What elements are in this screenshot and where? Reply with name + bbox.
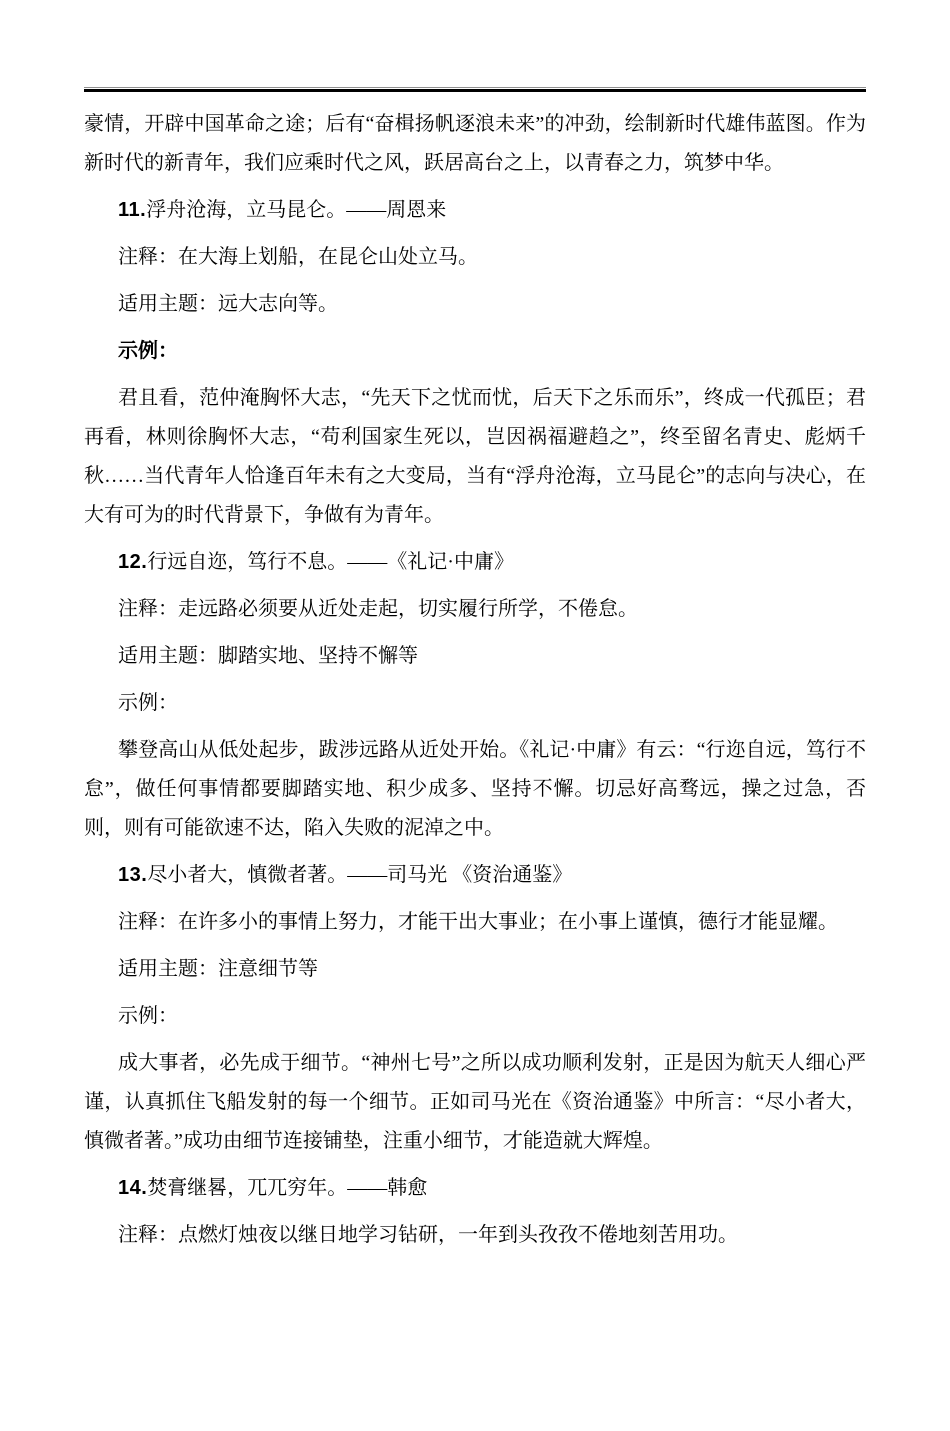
annotation-line <box>84 590 866 629</box>
quote-item-13 <box>84 856 866 1161</box>
annotation-label: 注释： <box>118 246 178 268</box>
quote-text: 浮舟沧海，立马昆仑。——周恩来 <box>146 199 447 221</box>
theme-label: 适用主题： <box>118 958 218 980</box>
intro-paragraph: 豪情，开辟中国革命之途；后有“奋楫扬帆逐浪未来”的冲劲，绘制新时代雄伟蓝图。作为新时代的新青年，我们应乘时代之风，跃居高台之上，以青春之力，筑梦中华。 <box>84 113 866 174</box>
example-paragraph: 成大事者，必先成于细节。“神州七号”之所以成功顺利发射，正是因为航天人细心严谨，认真抓住飞船发射的每一个细节。正如司马光在《资治通鉴》中所言：“尽小者大，慎微者著。”成功由细节连接铺垫，注重小细节，才能造就大辉煌。 <box>84 1052 866 1152</box>
quote-text: 行远自迩，笃行不息。——《礼记·中庸》 <box>147 551 514 573</box>
quote-heading <box>84 543 866 582</box>
example-paragraph: 攀登高山从低处起步，跋涉远路从近处开始。《礼记·中庸》有云：“行迩自远，笃行不怠”，做任何事情都要脚踏实地、积少成多、坚持不懈。切忌好高骛远，操之过急，否则，则有可能欲速不达，陷入失败的泥淖之中。 <box>84 739 866 839</box>
annotation-line <box>84 903 866 942</box>
theme-line <box>84 285 866 324</box>
document-page <box>0 87 950 1431</box>
theme-label: 适用主题： <box>118 293 218 315</box>
quote-text: 尽小者大，慎微者著。——司马光 《资治通鉴》 <box>147 864 573 886</box>
quote-number: 12. <box>118 551 148 573</box>
header-separator-rule <box>84 87 866 92</box>
annotation-label: 注释： <box>118 598 178 620</box>
example-label: 示例： <box>118 692 178 714</box>
example-label-line <box>84 332 866 371</box>
quote-item-12 <box>84 543 866 848</box>
annotation-label: 注释： <box>118 911 178 933</box>
example-label-line <box>84 997 866 1036</box>
quote-number: 14. <box>118 1177 148 1199</box>
theme-line <box>84 637 866 676</box>
annotation-label: 注释： <box>118 1224 178 1246</box>
annotation-line <box>84 238 866 277</box>
quote-number: 13. <box>118 864 148 886</box>
quote-item-14 <box>84 1169 866 1255</box>
theme-text: 注意细节等 <box>218 958 318 980</box>
annotation-text: 走远路必须要从近处走起，切实履行所学，不倦怠。 <box>178 598 638 620</box>
example-label: 示例： <box>118 1005 178 1027</box>
annotation-text: 点燃灯烛夜以继日地学习钻研，一年到头孜孜不倦地刻苦用功。 <box>178 1224 738 1246</box>
theme-text: 脚踏实地、坚持不懈等 <box>218 645 418 667</box>
quote-item-11 <box>84 191 866 535</box>
example-label-line <box>84 684 866 723</box>
theme-label: 适用主题： <box>118 645 218 667</box>
annotation-text: 在许多小的事情上努力，才能干出大事业；在小事上谨慎，德行才能显耀。 <box>178 911 838 933</box>
annotation-text: 在大海上划船，在昆仑山处立马。 <box>178 246 478 268</box>
quote-text: 焚膏继晷，兀兀穷年。——韩愈 <box>147 1177 428 1199</box>
annotation-line <box>84 1216 866 1255</box>
quote-number: 11. <box>118 199 147 221</box>
quote-heading <box>84 191 866 230</box>
theme-text: 远大志向等。 <box>218 293 338 315</box>
quote-heading <box>84 1169 866 1208</box>
example-label: 示例： <box>118 340 178 362</box>
example-paragraph: 君且看，范仲淹胸怀大志，“先天下之忧而忧，后天下之乐而乐”，终成一代孤臣；君再看，林则徐胸怀大志，“苟利国家生死以，岂因祸福避趋之”，终至留名青史、彪炳千秋……当代青年人恰逢百年未有之大变局，当有“浮舟沧海，立马昆仑”的志向与决心，在大有可为的时代背景下，争做有为青年。 <box>84 387 866 526</box>
quote-heading <box>84 856 866 895</box>
theme-line <box>84 950 866 989</box>
